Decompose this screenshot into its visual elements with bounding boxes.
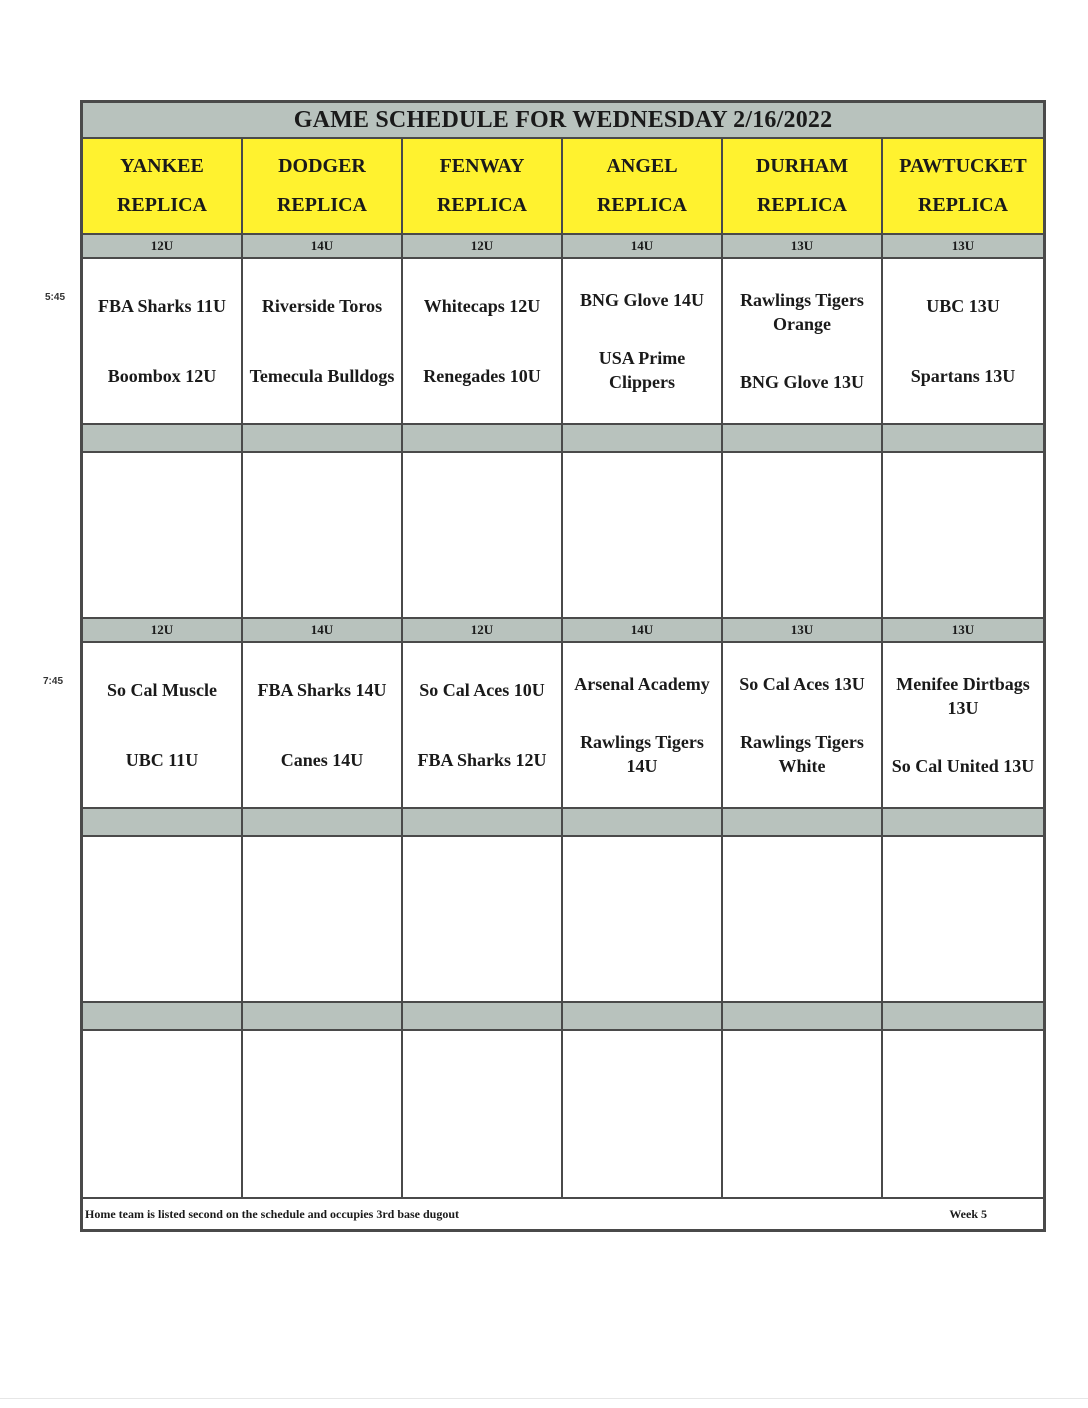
field-header-durham xyxy=(723,139,883,235)
away-team: Rawlings Tigers Orange xyxy=(740,290,864,334)
home-team: FBA Sharks 12U xyxy=(417,750,547,770)
field-sub: REPLICA xyxy=(596,194,687,216)
home-team: Rawlings Tigers White xyxy=(740,732,864,776)
division-label: 14U xyxy=(563,619,723,643)
away-team: FBA Sharks 11U xyxy=(97,296,227,316)
away-team: FBA Sharks 14U xyxy=(257,680,387,700)
field-header-pawtucket xyxy=(883,139,1043,235)
away-team: So Cal Aces 10U xyxy=(419,680,545,700)
division-label: 13U xyxy=(883,235,1043,259)
home-team: Spartans 13U xyxy=(910,366,1016,386)
field-sub: REPLICA xyxy=(276,194,367,216)
field-header-dodger xyxy=(243,139,403,235)
home-team: So Cal United 13U xyxy=(891,756,1035,776)
division-label: 12U xyxy=(83,619,243,643)
game-cell xyxy=(563,259,723,425)
field-name: YANKEE xyxy=(120,155,204,177)
empty-games-row xyxy=(83,1031,1043,1199)
schedule-title: GAME SCHEDULE FOR WEDNESDAY 2/16/2022 xyxy=(83,103,1043,139)
game-cell xyxy=(883,259,1043,425)
game-cell xyxy=(403,259,563,425)
field-header-row xyxy=(83,139,1043,235)
field-header-yankee xyxy=(83,139,243,235)
home-team: Renegades 10U xyxy=(423,366,541,386)
field-sub: REPLICA xyxy=(917,194,1008,216)
empty-division-row xyxy=(83,425,1043,453)
week-label: Week 5 xyxy=(949,1206,987,1221)
field-name: DURHAM xyxy=(755,155,849,177)
field-header-fenway xyxy=(403,139,563,235)
field-name: FENWAY xyxy=(439,155,525,177)
division-label: 12U xyxy=(403,235,563,259)
home-team: BNG Glove 13U xyxy=(740,372,864,392)
division-label: 13U xyxy=(883,619,1043,643)
division-row-slot-1 xyxy=(83,235,1043,259)
away-team: Menifee Dirtbags 13U xyxy=(896,674,1030,718)
game-cell xyxy=(403,643,563,809)
schedule-table xyxy=(80,100,1046,1232)
field-sub: REPLICA xyxy=(756,194,847,216)
division-row-slot-2 xyxy=(83,619,1043,643)
game-cell xyxy=(83,259,243,425)
away-team: BNG Glove 14U xyxy=(580,290,704,310)
game-cell xyxy=(723,259,883,425)
game-cell xyxy=(83,643,243,809)
field-name: PAWTUCKET xyxy=(899,155,1027,177)
time-label-slot-2: 7:45 xyxy=(43,676,64,687)
scan-edge-line xyxy=(0,1398,1088,1399)
division-label: 14U xyxy=(243,619,403,643)
field-sub: REPLICA xyxy=(116,194,207,216)
home-team: UBC 11U xyxy=(125,750,199,770)
home-team: Boombox 12U xyxy=(107,366,217,386)
away-team: So Cal Muscle xyxy=(107,680,217,700)
game-cell xyxy=(563,643,723,809)
game-cell xyxy=(883,643,1043,809)
home-team: Rawlings Tigers 14U xyxy=(580,732,704,776)
game-cell xyxy=(243,643,403,809)
empty-division-row xyxy=(83,809,1043,837)
game-cell xyxy=(243,259,403,425)
game-cell xyxy=(723,643,883,809)
field-header-angel xyxy=(563,139,723,235)
empty-division-row xyxy=(83,1003,1043,1031)
division-label: 14U xyxy=(243,235,403,259)
field-name: ANGEL xyxy=(606,155,678,177)
schedule-footer xyxy=(83,1199,1043,1229)
empty-games-row xyxy=(83,837,1043,1003)
division-label: 13U xyxy=(723,619,883,643)
time-label-slot-1: 5:45 xyxy=(45,292,66,303)
games-row-slot-1 xyxy=(83,259,1043,425)
away-team: Whitecaps 12U xyxy=(423,296,541,316)
division-label: 13U xyxy=(723,235,883,259)
division-label: 12U xyxy=(403,619,563,643)
home-team: USA Prime Clippers xyxy=(598,348,686,392)
away-team: Arsenal Academy xyxy=(574,674,710,694)
division-label: 12U xyxy=(83,235,243,259)
field-name: DODGER xyxy=(278,155,366,177)
home-team: Canes 14U xyxy=(280,750,364,770)
away-team: So Cal Aces 13U xyxy=(739,674,865,694)
away-team: UBC 13U xyxy=(926,296,1000,316)
home-team: Temecula Bulldogs xyxy=(249,366,395,386)
empty-games-row xyxy=(83,453,1043,619)
field-sub: REPLICA xyxy=(436,194,527,216)
away-team: Riverside Toros xyxy=(261,296,383,316)
games-row-slot-2 xyxy=(83,643,1043,809)
home-team-note: Home team is listed second on the schedule and occupies 3rd base dugout xyxy=(85,1206,460,1221)
division-label: 14U xyxy=(563,235,723,259)
